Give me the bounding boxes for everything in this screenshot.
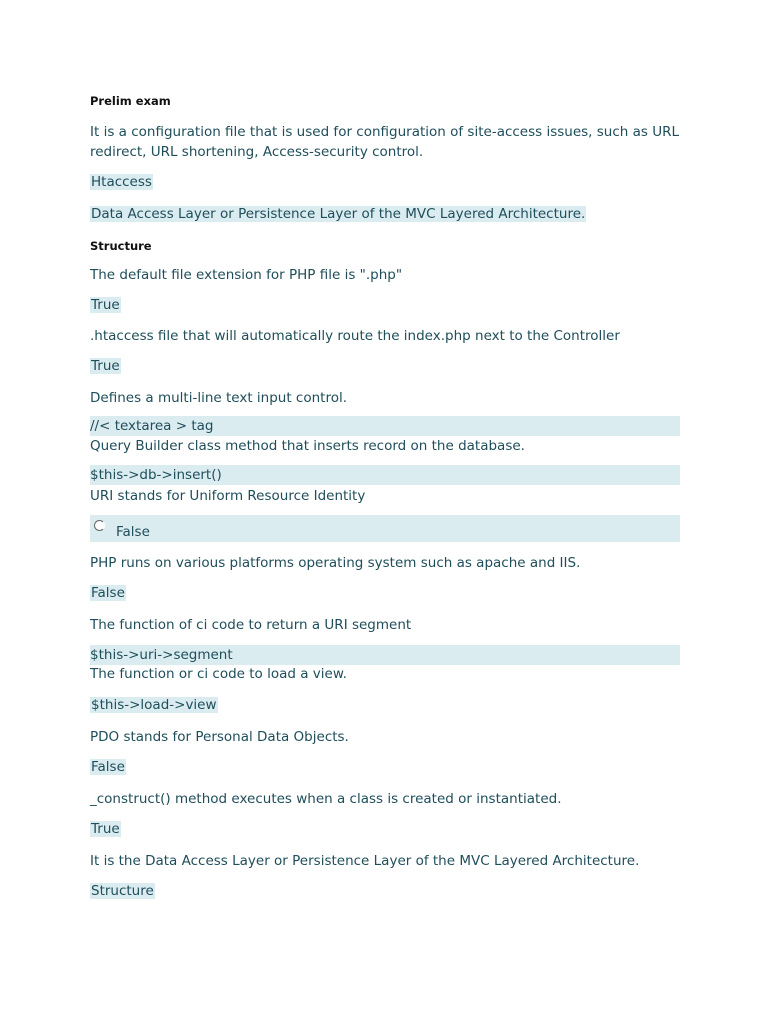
answer-highlight: Htaccess (91, 174, 152, 190)
answer-highlight-row: //< textarea > tag (90, 416, 680, 436)
section-heading: Structure (90, 239, 152, 253)
answer-highlight-row: $this->db->insert() (90, 465, 680, 485)
answer-highlight: True (91, 297, 120, 313)
question-text: Query Builder class method that inserts record on the database. (90, 438, 525, 454)
radio-label: False (116, 524, 150, 540)
page-title: Prelim exam (90, 94, 171, 108)
question-text: URI stands for Uniform Resource Identity (90, 488, 366, 504)
answer-highlight: True (91, 358, 120, 374)
answer-highlight: Data Access Layer or Persistence Layer of the MVC Layered Architecture. (91, 206, 586, 222)
question-text: redirect, URL shortening, Access-security control. (90, 144, 424, 160)
answer-highlight: Structure (91, 883, 154, 899)
question-text: PDO stands for Personal Data Objects. (90, 729, 349, 745)
answer-highlight: False (91, 759, 125, 775)
question-text: .htaccess file that will automatically route the index.php next to the Controller (90, 328, 620, 344)
question-text: It is the Data Access Layer or Persistence Layer of the MVC Layered Architecture. (90, 853, 640, 869)
radio-button[interactable] (94, 520, 105, 531)
question-text: _construct() method executes when a class is created or instantiated. (90, 791, 562, 807)
question-text: The function of ci code to return a URI segment (90, 617, 412, 633)
answer-option-row (90, 515, 680, 542)
answer-highlight: $this->load->view (91, 697, 217, 713)
question-text: Defines a multi-line text input control. (90, 390, 348, 406)
answer-highlight: False (91, 585, 125, 601)
question-text: The default file extension for PHP file is ".php" (90, 267, 403, 283)
answer-highlight-row: $this->uri->segment (90, 645, 680, 665)
question-text: The function or ci code to load a view. (90, 666, 347, 682)
question-text: PHP runs on various platforms operating system such as apache and IIS. (90, 555, 581, 571)
question-text: It is a configuration file that is used for configuration of site-access issues, such as URL (90, 124, 680, 140)
answer-highlight: True (91, 821, 120, 837)
